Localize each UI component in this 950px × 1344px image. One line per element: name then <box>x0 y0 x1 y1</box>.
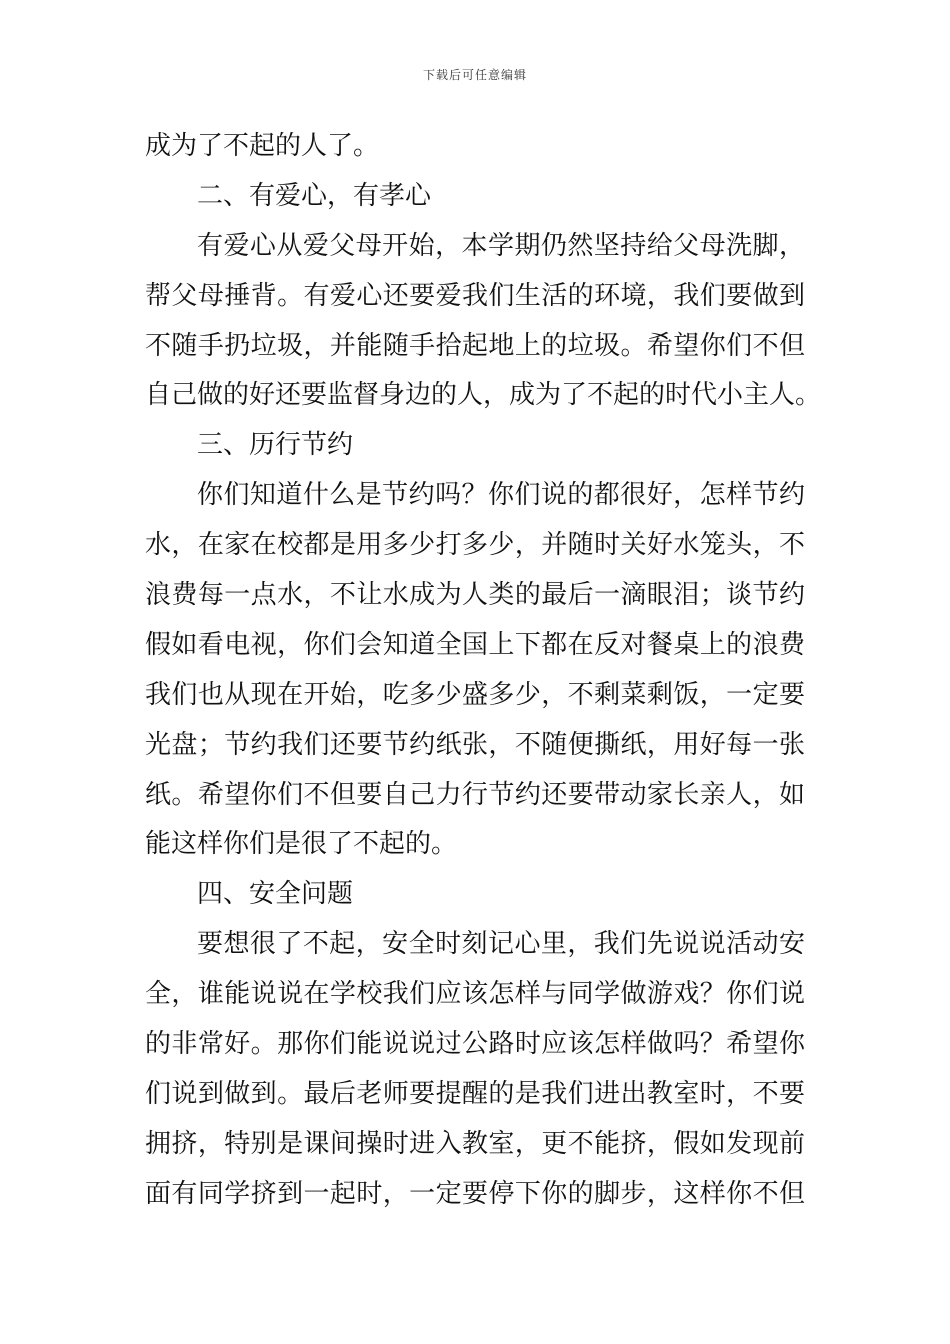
text-line: 帮父母捶背。有爱心还要爱我们生活的环境，我们要做到 <box>145 280 805 311</box>
text-line: 水，在家在校都是用多少打多少，并随时关好水笼头，不 <box>145 530 805 561</box>
text-line: 自己做的好还要监督身边的人，成为了不起的时代小主人。 <box>145 380 822 411</box>
text-line: 纸。希望你们不但要自己力行节约还要带动家长亲人，如 <box>145 779 805 810</box>
text-line: 全，谁能说说在学校我们应该怎样与同学做游戏？你们说 <box>145 979 805 1010</box>
document-body <box>145 122 822 1220</box>
text-line: 拥挤，特别是课间操时进入教室，更不能挤，假如发现前 <box>145 1128 805 1159</box>
text-line: 不随手扔垃圾，并能随手拾起地上的垃圾。希望你们不但 <box>145 330 805 361</box>
text-line: 面有同学挤到一起时，一定要停下你的脚步，这样你不但 <box>145 1178 805 1209</box>
download-note: 下载后可任意编辑 <box>422 68 527 82</box>
text-line: 成为了不起的人了。 <box>145 131 380 161</box>
text-line: 二、有爱心，有孝心 <box>197 180 432 211</box>
text-line: 你们知道什么是节约吗？你们说的都很好，怎样节约 <box>197 480 805 511</box>
text-line: 光盘；节约我们还要节约纸张，不随便撕纸，用好每一张 <box>145 729 805 760</box>
text-line: 能这样你们是很了不起的。 <box>145 829 458 860</box>
text-line: 我们也从现在开始，吃多少盛多少，不剩菜剩饭，一定要 <box>145 679 805 710</box>
text-line: 的非常好。那你们能说说过公路时应该怎样做吗？希望你 <box>145 1029 805 1060</box>
text-line: 要想很了不起，安全时刻记心里，我们先说说活动安 <box>197 929 805 960</box>
text-line: 们说到做到。最后老师要提醒的是我们进出教室时，不要 <box>145 1078 805 1109</box>
text-line: 三、历行节约 <box>197 430 354 461</box>
text-line: 浪费每一点水，不让水成为人类的最后一滴眼泪；谈节约 <box>145 580 805 611</box>
text-line: 假如看电视，你们会知道全国上下都在反对餐桌上的浪费 <box>145 629 805 660</box>
text-line: 四、安全问题 <box>197 879 354 910</box>
text-line: 有爱心从爱父母开始，本学期仍然坚持给父母洗脚， <box>197 230 805 261</box>
